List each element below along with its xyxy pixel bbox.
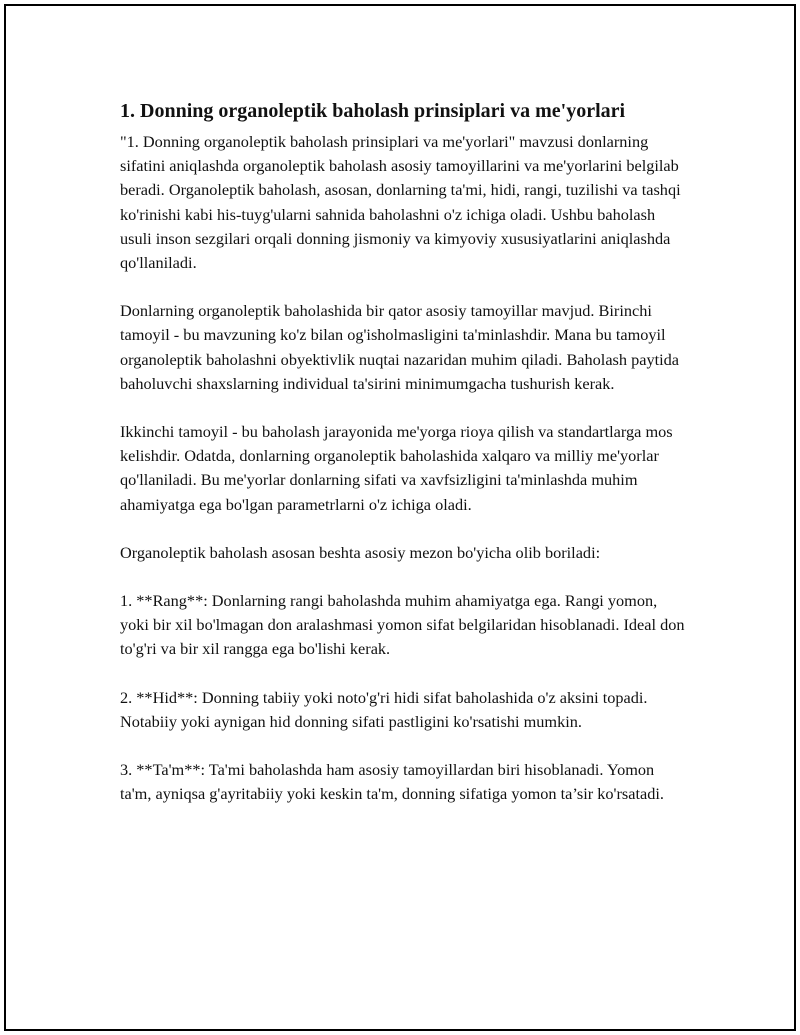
paragraph-second-principle: Ikkinchi tamoyil - bu baholash jarayonida me'yorga rioya qilish va standartlarga mos kelishdir. Odatda, donlarning organoleptik baholashida xalqaro va milliy me'yorlar qo'llaniladi. Bu me'yorlar donlarning sifati va xavfsizligini ta'minlashda muhim ahamiyatga ega bo'lgan parametrlarni o'z ichiga oladi. (120, 422, 673, 514)
paragraph-criterion-smell: 2. **Hid**: Donning tabiiy yoki noto'g'ri hidi sifat baholashida o'z aksini topadi. Notabiiy yoki aynigan hid donning sifati pastligini ko'rsatishi mumkin. (120, 687, 648, 731)
document-title: 1. Donning organoleptik baholash prinsiplari va me'yorlari (120, 100, 626, 122)
paragraph-intro: "1. Donning organoleptik baholash prinsiplari va me'yorlari" mavzusi donlarning sifatini aniqlashda organoleptik baholash asosiy tamoyillarini va me'yorlarini belgilab beradi. Organoleptik baholash, asosan, donlarning ta'mi, hidi, rangi, tuzilishi va tashqi ko'rinishi kabi his-tuyg'ularni sahnida baholashni o'z ichiga oladi. Ushbu baholash usuli inson sezgilari orqali donning jismoniy va kimyoviy xususiyatlarini aniqlashda qo'llaniladi. (120, 132, 681, 273)
document-body (120, 98, 686, 830)
paragraph-criterion-color: 1. **Rang**: Donlarning rangi baholashda muhim ahamiyatga ega. Rangi yomon, yoki bir xil bo'lmagan don aralashmasi yomon sifat belgilaridan hisoblanadi. Ideal don to'g'ri va bir xil rangga ega bo'lishi kerak. (120, 591, 685, 659)
paragraph-criteria-intro: Organoleptik baholash asosan beshta asosiy mezon bo'yicha olib boriladi: (120, 542, 601, 562)
paragraph-criterion-taste: 3. **Ta'm**: Ta'mi baholashda ham asosiy tamoyillardan biri hisoblanadi. Yomon ta'm, ayniqsa g'ayritabiiy yoki keskin ta'm, donning sifatiga yomon ta’sir ko'rsatadi. (120, 760, 664, 804)
page-frame (4, 4, 796, 1031)
paragraph-first-principle: Donlarning organoleptik baholashida bir qator asosiy tamoyillar mavjud. Birinchi tamoyil - bu mavzuning ko'z bilan og'isholmasligini ta'minlashdir. Mana bu tamoyil organoleptik baholashni obyektivlik nuqtai nazaridan muhim qiladi. Baholash paytida baholuvchi shaxslarning individual ta'sirini minimumgacha tushurish kerak. (120, 301, 680, 393)
